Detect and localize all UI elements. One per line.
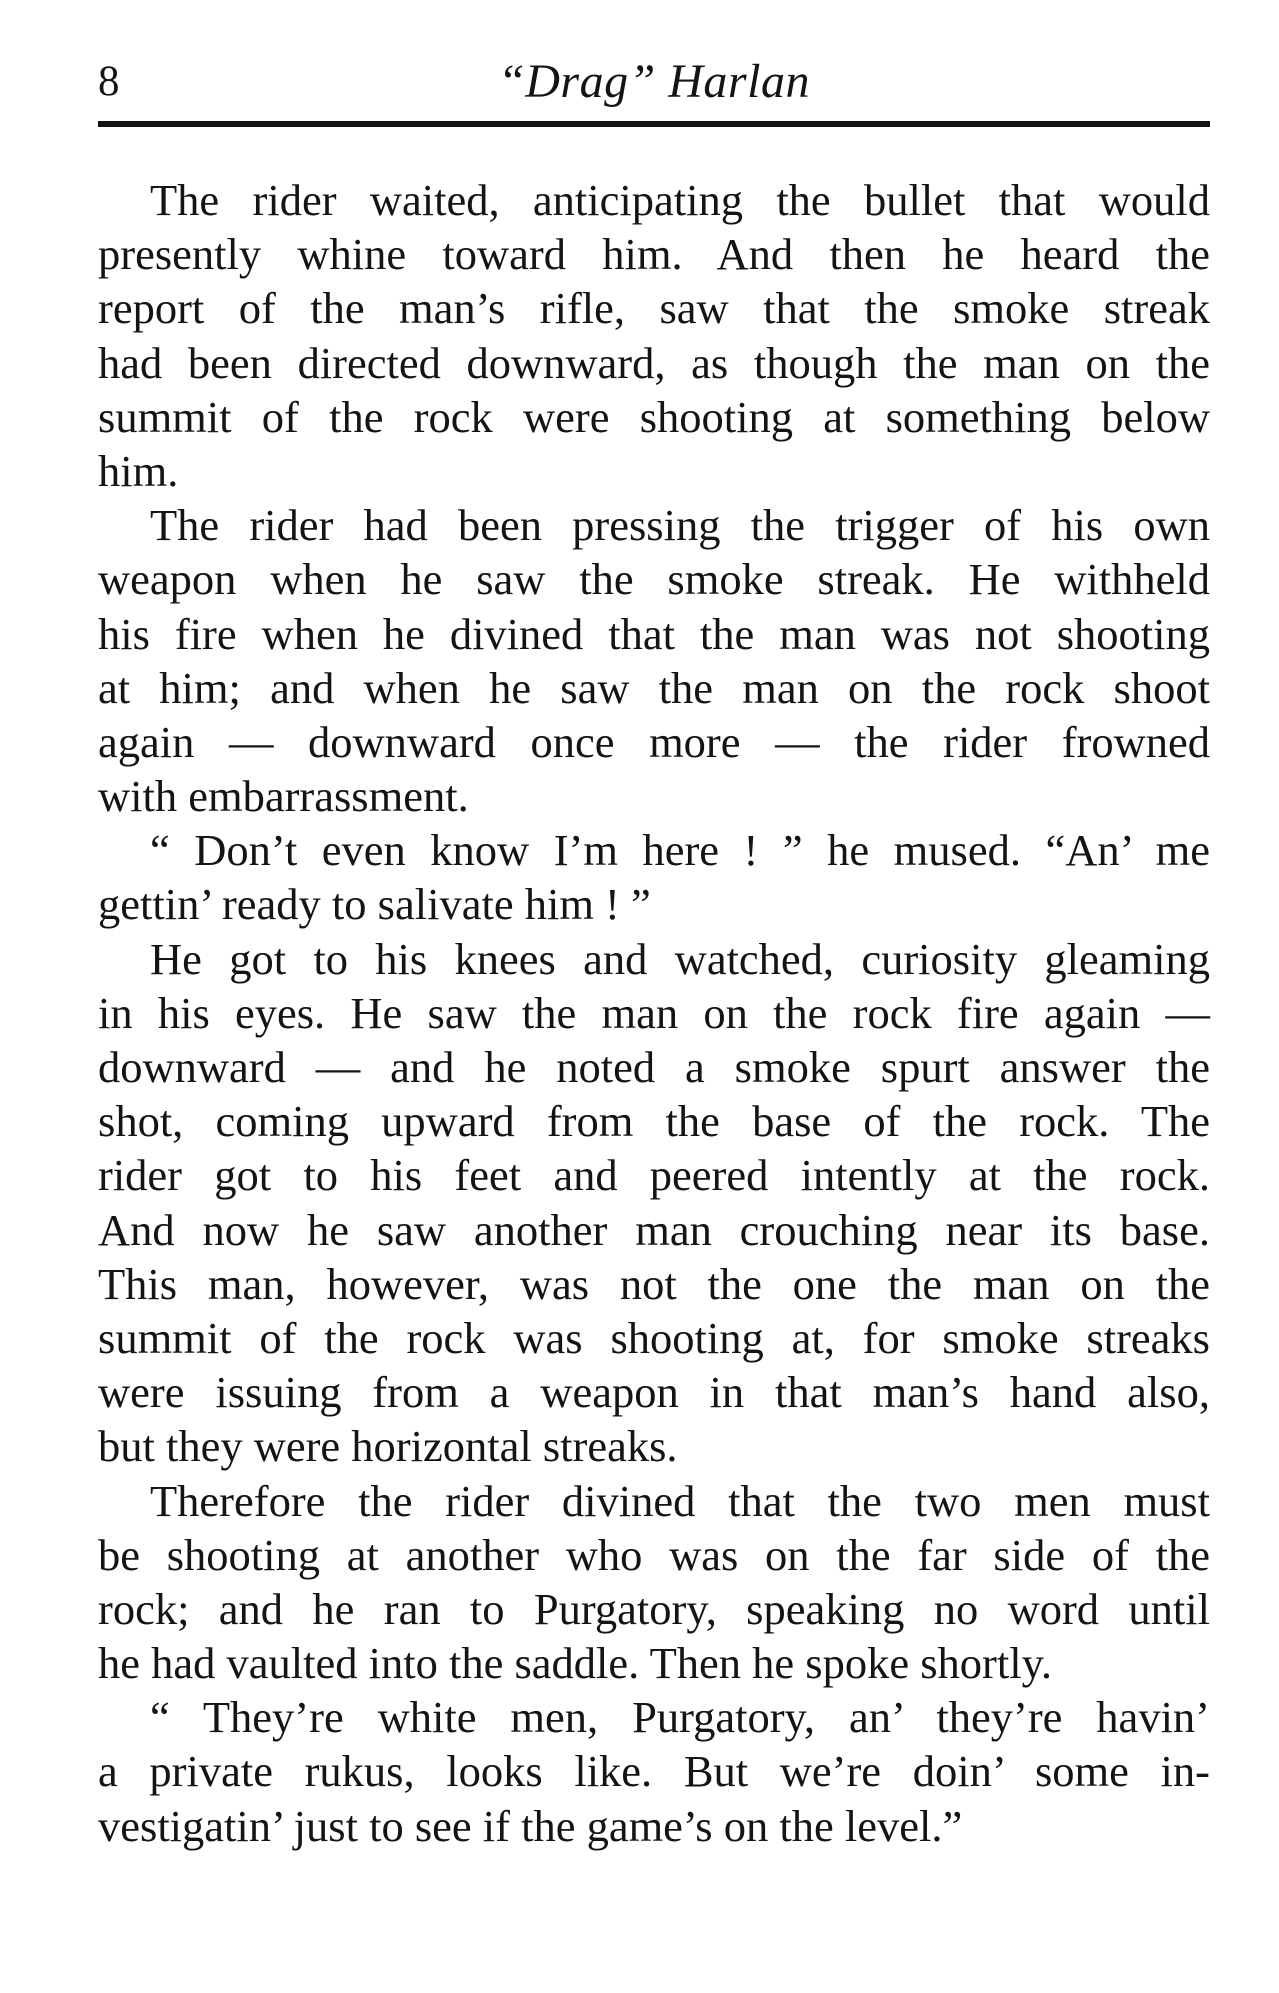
text-line: report of the man’s rifle, saw that the smoke streak: [98, 283, 1210, 334]
text-line: at him; and when he saw the man on the rock shoot: [98, 662, 1210, 713]
text-line: shot, coming upward from the base of the rock. The: [98, 1096, 1210, 1147]
paragraph: [98, 1474, 1210, 1691]
text-line: weapon when he saw the smoke streak. He withheld: [98, 554, 1210, 605]
paragraph: [98, 823, 1210, 931]
text-line: “ They’re white men, Purgatory, an’ they’re havin’: [150, 1692, 1210, 1743]
text-line: his fire when he divined that the man was not shooting: [98, 608, 1210, 659]
text-line: vestigatin’ just to see if the game’s on the level.”: [98, 1800, 963, 1851]
text-line: summit of the rock was shooting at, for smoke streaks: [98, 1312, 1210, 1363]
text-line: a private rukus, looks like. But we’re doin’ some in-: [98, 1746, 1210, 1797]
header-rule: [98, 121, 1210, 127]
text-line: be shooting at another who was on the far side of the: [98, 1529, 1210, 1580]
text-line: The rider had been pressing the trigger of his own: [150, 500, 1210, 551]
text-line: again — downward once more — the rider frowned: [98, 716, 1210, 767]
paragraph: [98, 498, 1210, 823]
text-line: summit of the rock were shooting at something below: [98, 391, 1210, 442]
text-line: The rider waited, anticipating the bullet that would: [150, 175, 1210, 225]
running-title: “Drag” Harlan: [498, 55, 810, 108]
text-line: presently whine toward him. And then he heard the: [98, 229, 1210, 280]
text-line: had been directed downward, as though the man on the: [98, 337, 1210, 388]
text-line: rock; and he ran to Purgatory, speaking no word until: [98, 1583, 1210, 1634]
text-line: gettin’ ready to salivate him ! ”: [98, 879, 651, 930]
text-line: but they were horizontal streaks.: [98, 1421, 678, 1472]
text-line: him.: [98, 445, 179, 496]
text-line: in his eyes. He saw the man on the rock fire again —: [98, 987, 1210, 1038]
paragraph: [98, 173, 1210, 498]
paragraph: [98, 1690, 1210, 1853]
text-line: This man, however, was not the one the man on the: [98, 1258, 1210, 1309]
page-header: [98, 52, 1210, 112]
text-line: And now he saw another man crouching near its base.: [98, 1204, 1210, 1255]
text-line: “ Don’t even know I’m here ! ” he mused. “An’ me: [150, 825, 1210, 876]
text-line: rider got to his feet and peered intently at the rock.: [98, 1150, 1210, 1201]
text-line: Therefore the rider divined that the two men must: [150, 1475, 1210, 1526]
text-line: downward — and he noted a smoke spurt answer the: [98, 1042, 1210, 1092]
body-text: [98, 173, 1210, 1853]
text-line: he had vaulted into the saddle. Then he spoke shortly.: [98, 1638, 1053, 1689]
page-number: 8: [98, 58, 120, 105]
text-line: He got to his knees and watched, curiosity gleaming: [150, 933, 1210, 984]
text-line: were issuing from a weapon in that man’s hand also,: [98, 1367, 1210, 1418]
text-line: with embarrassment.: [98, 771, 469, 822]
paragraph: [98, 932, 1210, 1474]
